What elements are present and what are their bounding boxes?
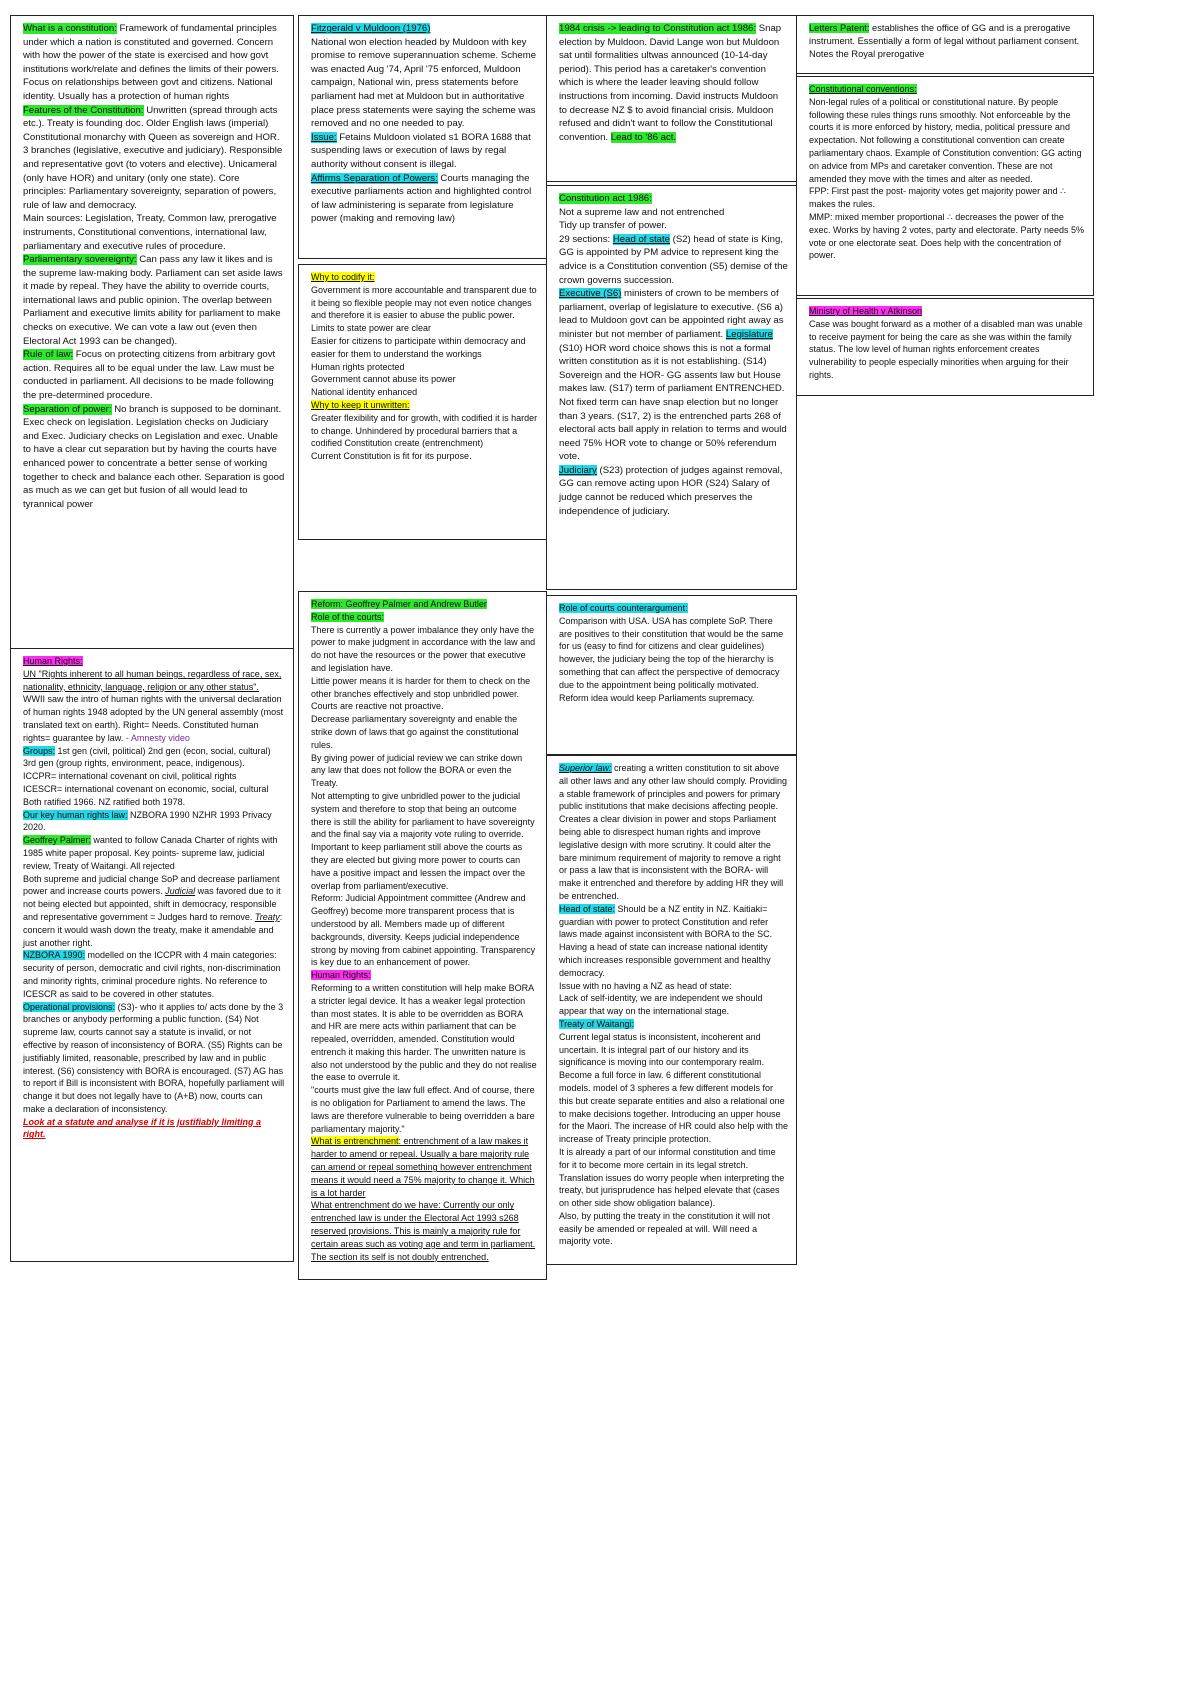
superior-body: creating a written constitution to sit above all other laws and any other law should comply. Providing a stable framework of principles and powers for primary public institutions that make decisions affecting people. Creates a clear division in power and stops Parliament being able to disrespect human rights and improve legislative design with more scrutiny. It could alter the bare minimum requirement of majority to remove a right or pass a law that is inconsistent with the BORA- will make it entrenched and therefore by adding HR they will be entrenched. — [559, 763, 787, 901]
courts-quote: "courts must give the law full effect. And of course, there is no obligation for Parliament to amend the laws. The laws are therefore vulnerable to being overridden a bare parliamentary majority." — [311, 1085, 535, 1134]
sovereignty-body: Can pass any law it likes and is the supreme law-making body. Parliament can set aside laws it made by repeal. They have the ability to override courts, international laws and public opinion. The overlap between Parliament and executive limits ability for parliament to make checks on executive. We can vote a law out (even then Electoral Act 1993 can be changed). — [23, 254, 283, 347]
letters-paragraph — [809, 22, 1085, 62]
affirms-body: Courts managing the executive parliaments action and highlighted control of law administering is separate from legislature power (making and removing law) — [311, 172, 532, 225]
courts-counter-heading-paragraph — [559, 602, 788, 615]
conventions-heading: Constitutional conventions: — [809, 84, 917, 94]
fitzgerald-box — [298, 15, 547, 259]
reform-box — [298, 591, 547, 1280]
constitution-heading: What is a constitution: — [23, 23, 117, 34]
separation-heading: Separation of power: — [23, 403, 112, 415]
little-power: Little power means it is harder for them to check on the other branches effectively and stop unbridled power. Courts are reactive not proactive. — [311, 675, 531, 712]
superior-paragraph — [559, 762, 788, 903]
act-heading: Constitution act 1986: — [559, 193, 652, 204]
reform-hr-body: Reforming to a written constitution will help make BORA a stricter legal device. It has a weaker legal protection than most states. It is able to be overridden as BORA and HR are mere acts within parliament that can be repealed, overridden, amended. Constitution would entrench it making this harder. The unwritten nature is also not understood by the public and they do not realise the ease to overrule it. — [311, 982, 537, 1083]
groups-paragraph — [23, 745, 285, 771]
affirms-heading: Affirms Separation of Powers: — [311, 172, 438, 184]
rule-of-law-body: Focus on protecting citizens from arbitrary govt action. Requires all to be equal under the law. Law must be conducted in parliament. All decisions to be made following the pre-determined procedure. — [23, 349, 276, 402]
entrenchment-body: : entrenchment of a law makes it harder to amend or repeal. Usually a bare majority rule can amend or repeal something however entrenchment means it would need a 75% majority to change it. Which is a lot harder — [311, 1136, 535, 1198]
keep-last: Current Constitution is fit for its purpose. — [311, 451, 472, 462]
palmer-heading: Geoffrey Palmer: — [23, 835, 91, 846]
amnesty-link[interactable]: - Amnesty video — [125, 732, 190, 743]
codify-line-4: Government cannot abuse its power — [311, 374, 456, 385]
codify-line-1: Limits to state power are clear — [311, 323, 432, 334]
affirms-paragraph — [311, 172, 538, 226]
letters-body: establishes the office of GG and is a prerogative instrument. Essentially a form of legal without parliament consent. Notes the Royal prerogative — [809, 23, 1080, 60]
codify-line-3: Human rights protected — [311, 361, 405, 372]
analyse-note: Look at a statute and analyse if it is justifiably limiting a right. — [23, 1116, 262, 1140]
crisis-lead: Lead to '86 act. — [610, 131, 677, 143]
features-heading: Features of the Constitution: — [23, 104, 144, 116]
treaty-heading-paragraph — [559, 1018, 788, 1031]
human-rights-heading: Human Rights: — [23, 656, 83, 666]
constitution-body: Framework of fundamental principles under which a nation is constituted and governed. Concern with how the power of the state is exercised and how govt institutions work/relate and defines the limits of their powers. Focus on relationships between govt and citizens. National identity. Usually has a protection of human rights — [23, 23, 279, 102]
decrease-sovereignty: Decrease parliamentary sovereignty and enable the strike down of laws that go against the constitutional rules. — [311, 714, 519, 750]
reform-heading: Reform: Geoffrey Palmer and Andrew Butler — [311, 599, 487, 609]
role-heading: Role of the courts: — [311, 611, 385, 622]
mmp-line: MMP: mixed member proportional ∴ decreases the power of the exec. Works by having 2 votes, party and electorate. Party needs 5% vote or one electorate seat. Does help with the concentration of power. — [809, 211, 1084, 261]
fitzgerald-body: National won election headed by Muldoon with key promise to remove superannuation scheme. Scheme was enacted Aug '74, April '75 enforced, Muldoon campaign, National win, press statements before parliament had met at Muldoon but in authoritative place press statements were saying the scheme was removed and no one needed to pay. — [311, 36, 537, 130]
nzbora-body: modelled on the ICCPR with 4 main categories: security of person, democratic and civil rights, non-discrimination and minority rights, criminal procedure rights. No reference to ICESCR as said to be covered in other statutes. — [23, 950, 281, 999]
ratified-line: Both ratified 1966. NZ ratified both 1978. — [23, 796, 186, 807]
role-body: There is currently a power imbalance they only have the power to make judgment in accordance with the law and do not have the resources or the power that executive and legislation have. — [311, 624, 536, 673]
separation-paragraph — [23, 403, 285, 512]
crisis-heading: 1984 crisis -> leading to Constitution act 1986: — [559, 23, 757, 34]
palmer-body-2: Both supreme and judicial change SoP and decrease parliament power and increase courts powers. — [23, 873, 280, 897]
head-of-state-paragraph — [559, 903, 788, 980]
wwii-paragraph — [23, 693, 285, 744]
groups-heading: Groups: — [23, 745, 56, 756]
conventions-heading-paragraph — [809, 83, 1085, 96]
courts-counter-body: Comparison with USA. USA has complete SoP. There are positives to their constitution that would be the same for us (easy to find for citizens and clear guidelines) however, the judiciary being the top of the hierarchy is something that can affect the perspective of democracy due to the appointment being politically motivated. Reform idea would keep Parliaments supremacy. — [559, 615, 784, 703]
features-body: Unwritten (spread through acts etc.). Treaty is founding doc. Older English laws (imperial) Constitutional monarchy with Queen as sovereign and HOR. 3 branches (legislative, executive and judiciary). Responsible and representative govt (to voters and elective). Unicameral (only have HOR) and unitary (only one state). Core principles: Parliamentary sovereignty, separation of powers, rule of law and democracy. — [23, 104, 283, 211]
iccpr-line: ICCPR= international covenant on civil, political rights — [23, 771, 237, 782]
treaty-term: Treaty — [254, 911, 280, 922]
fitzgerald-heading-paragraph — [311, 22, 538, 36]
issue-body: Fetains Muldoon violated s1 BORA 1688 that suspending laws or execution of laws by regal authority without consent is illegal. — [311, 131, 531, 170]
treaty-part: It is already a part of our informal constitution and time for it to become more certain in its legal stretch. Translation issues do worry people when interpreting the treaty, but jurisprudence has helped elevate that (cases on other side show obligation balance). — [559, 1146, 785, 1209]
head-of-state-text: Should be a NZ entity in NZ. Kaitiaki= guardian with power to protect Constitution and refer laws made against inconsistent with BORA to the SC. Having a head of state can increase national identity which increases responsible government and healthy democracy. — [559, 903, 773, 978]
codify-body: Government is more accountable and transparent due to it being so flexible people may not even notice changes and therefore it is easier to abuse the public power. — [311, 284, 537, 321]
executive-body: ministers of crown to be members of parliament, overlap of legislature to executive. (S6 a) lead to Muldoon govt can be appointed right away as minister but not member of parliament. — [559, 288, 784, 340]
entrenchment-have: What entrenchment do we have: Currently our only entrenched law is under the Electoral Act 1993 s268 reserved provisions. This is mainly a majority rule for certain areas such as voting age and term in parliament. The section its self is not doubly entrenched. — [311, 1200, 536, 1262]
atkinson-box — [796, 298, 1094, 396]
operational-paragraph — [23, 1001, 285, 1116]
rule-of-law-paragraph — [23, 348, 285, 402]
judicial-term: Judicial — [165, 886, 196, 897]
superior-heading: Superior law: — [559, 763, 612, 773]
wwii-text: WWII saw the intro of human rights with the universal declaration of human rights 1948 adopted by the UN general assembly (most translated text on earth). Right= Needs. Constituted human rights= guarantee by law. — [23, 694, 284, 743]
codify-line-5: National identity enhanced — [311, 387, 418, 398]
operational-body: (S3)- who it applies to/ acts done by the 3 branches or anybody performing a public function. (S4) Not supreme law, courts cannot say a statute is invalid, or not effective by reason of inconsistency of BORA. (S5) Rights can be justifiably limited, reasonable, prescribed by law and in public interest. (S6) consistency with BORA is encouraged. (S7) AG has to report if Bill is inconsistent with BORA, hopefully parliament will change it but does not legally have to (A+B) now, courts can make a declaration of inconsistency. — [23, 1001, 285, 1114]
hos-lack: Lack of self-identity, we are independent we should appear that way on the international stage. — [559, 993, 763, 1017]
keep-heading: Why to keep it unwritten: — [311, 399, 410, 410]
groups-body: 1st gen (civil, political) 2nd gen (econ, social, cultural) 3rd gen (group rights, environment, peace, indigenous). — [23, 745, 271, 769]
palmer-body-4: : concern it would wash down the treaty, make it amendable and just another right. — [23, 911, 283, 948]
nzbora-heading: NZBORA 1990: — [23, 950, 86, 961]
human-rights-box — [10, 648, 294, 1262]
appointment-committee: Reform: Judicial Appointment committee (Andrew and Geoffrey) become more transparent process that is understood by all. Members made up of different backgrounds, diversity. Keeps judicial independence strong by moving from cabinet appointing. Transparency is key due to an enhancement of power. — [311, 893, 536, 968]
issue-paragraph — [311, 131, 538, 172]
constitution-act-box — [546, 185, 797, 590]
sources-paragraph: Main sources: Legislation, Treaty, Common law, prerogative instruments, Constitutional conventions, international law, parliamentary and executive rules of procedure. — [23, 213, 277, 252]
letters-patent-box — [796, 15, 1094, 74]
features-paragraph — [23, 104, 285, 213]
human-rights-heading-paragraph — [23, 655, 285, 668]
legislature-term: Legislature — [725, 328, 773, 340]
act-heading-paragraph — [559, 192, 788, 206]
act-sections: 29 sections: — [559, 233, 613, 245]
superior-law-box — [546, 755, 797, 1265]
sovereignty-paragraph — [23, 253, 285, 348]
judiciary-paragraph — [559, 464, 788, 518]
conventions-body: Non-legal rules of a political or constitutional nature. By people following these rules things runs smoothly. Not enforceable by the courts it is more enforced by history, media, political pressure and expectation. Not following a constitutional convention can create parliamentary chaos. Example of Constitution convention: GG acting on advice from MPs and caretaker convention. These are not amended they move with the times and alter as needed. — [809, 96, 1082, 184]
crisis-paragraph — [559, 22, 788, 144]
treaty-body: Current legal status is inconsistent, incoherent and uncertain. It is integral part of our history and its significance is moving into our contemporary realm. Become a full force in law. 6 different constitutional models. model of 3 spheres a few different models for this but create separate entities and also a relational one to make decisions together. Introducing an upper house for the Maori. The increase of HR could also help with the increase of Treaty principle protection. — [559, 1031, 788, 1145]
sovereignty-heading: Parliamentary sovereignty: — [23, 254, 137, 266]
atkinson-heading-paragraph — [809, 305, 1085, 318]
executive-paragraph — [559, 287, 788, 464]
key-law-body: NZBORA 1990 NZHR 1993 Privacy 2020. — [23, 809, 272, 833]
fpp-line: FPP: First past the post- majority votes get majority power and ∴ makes the rules. — [809, 186, 1066, 210]
rule-of-law-heading: Rule of law: — [23, 349, 74, 361]
operational-heading: Operational provisions: — [23, 1001, 116, 1012]
treaty-also: Also, by putting the treaty in the constitution it will not easily be amended or repealed at will. Will need a majority vote. — [559, 1210, 771, 1247]
key-law-heading: Our key human rights law: — [23, 809, 128, 820]
legislature-body: (S10) HOR word choice shows this is not a formal written constitution as it is not establishing. (S14) Sovereign and the HOR- GG assents law but House makes law. (S17) term of parliament ENTRENCHED. Not fixed term can have snap election but no longer than 3 years. (S17, 2) is the entrenched parts 268 of electoral acts ball apply in relation to terms and would need 75% HOR vote to change or 50% referendum vote. — [559, 342, 787, 463]
codify-heading-paragraph — [311, 271, 538, 284]
codify-line-2: Easier for citizens to participate within democracy and easier for them to understand the workings — [311, 335, 526, 359]
constitution-paragraph — [23, 22, 285, 104]
crisis-body: Snap election by Muldoon. David Lange won but Muldoon sat until formalities ultwas announced (10-14-day period). This period has a caretaker's convention which is where the leader leaving should follow instructions from incoming. David instructs Muldoon to decrease NZ $ to avoid financial crisis. Muldoon refused and didn't want to follow the Constitutional convention. — [559, 23, 782, 143]
entrenchment-heading: What is entrenchment — [311, 1136, 399, 1147]
judiciary-body: (S23) protection of judges against removal, GG can remove acting upon HOR (S24) Salary of judge cannot be reduced which preserves the independence of judiciary. — [559, 464, 783, 517]
separation-body: No branch is supposed to be dominant. Exec check on legislation. Legislation checks on Judiciary and Exec. Judiciary checks on Legislation and exec. Unable to have a clear cut separation but by having the courts have enhanced power to concentrate a better sense of working together to check and balance each other. Separation is good as much as we can get but fusion of all would lead to tyrannical power — [23, 403, 285, 510]
act-tidy: Tidy up transfer of power. — [559, 220, 667, 232]
head-of-state-heading: Head of state: — [559, 903, 616, 914]
hos-issue: Issue with no having a NZ as head of state: — [559, 980, 732, 991]
head-of-state-body: (S2) head of state is King, GG is appointed by PM advice to represent king the advice is a Constitution convention (S5) demise of the crown governs succession. — [559, 233, 788, 286]
palmer-paragraph-2 — [23, 873, 285, 950]
courts-counter-box — [546, 595, 797, 755]
un-definition: UN "Rights inherent to all human beings, regardless of race, sex, nationality, ethnicity, language, religion or any other status". — [23, 668, 282, 692]
reform-hr-heading: Human Rights: — [311, 970, 371, 981]
reform-heading-paragraph — [311, 598, 538, 611]
constitution-box — [10, 15, 294, 649]
letters-heading: Letters Patent: — [809, 23, 870, 33]
palmer-body-3: was favored due to it not being elected but appointed, shift in democracy, responsible and representative government = Judges hard to remove. — [23, 886, 281, 922]
atkinson-heading: Ministry of Health v Atkinson — [809, 306, 923, 316]
treaty-heading: Treaty of Waitangi: — [559, 1018, 634, 1029]
act-sections-paragraph — [559, 233, 788, 287]
keep-body: Greater flexibility and for growth, with codified it is harder to change. Unhindered by procedural barriers that a codified Constitution create (entrenchment) — [311, 412, 538, 449]
judicial-review: By giving power of judicial review we can strike down any law that does not follow the BORA or even the Treaty. — [311, 752, 523, 789]
not-attempting: Not attempting to give unbridled power to the judicial system and therefore to stop that being an outcome there is still the ability for parliament to have sovereignty and the final say via a majority vote ruling to override. Important to keep parliament still above the courts as they are elected but giving more power to courts can have a positive impact and lessen the impact over the overlap from parliament/executive. — [311, 790, 535, 891]
crisis-box — [546, 15, 797, 182]
codify-box — [298, 264, 547, 540]
palmer-paragraph — [23, 834, 285, 872]
codify-heading: Why to codify it: — [311, 272, 375, 282]
keep-heading-paragraph — [311, 399, 538, 412]
role-heading-paragraph — [311, 611, 538, 624]
conventions-box — [796, 76, 1094, 296]
issue-heading: Issue: — [311, 131, 337, 143]
courts-counter-heading: Role of courts counterargument: — [559, 603, 688, 613]
key-law-paragraph — [23, 809, 285, 835]
palmer-body: wanted to follow Canada Charter of rights with 1985 white paper proposal. Key points- supreme law, judicial review, Treaty of Waitangi. All rejected — [23, 835, 278, 871]
icescr-line: ICESCR= international covenant on economic, social, cultural — [23, 783, 269, 794]
head-of-state-term: Head of state — [612, 233, 670, 245]
executive-term: Executive (S6) — [559, 288, 622, 300]
atkinson-body: Case was bought forward as a mother of a disabled man was unable to receive payment for being the care as she was within the family status. The low level of human rights enforcement creates vulnerability to people especially minorities when arguing for their rights. — [809, 318, 1083, 380]
entrenchment-paragraph — [311, 1135, 538, 1199]
nzbora-paragraph — [23, 949, 285, 1000]
judiciary-term: Judiciary — [559, 464, 597, 476]
act-intro: Not a supreme law and not entrenched — [559, 206, 725, 218]
fitzgerald-heading: Fitzgerald v Muldoon (1976) — [311, 23, 431, 34]
reform-hr-heading-paragraph — [311, 969, 538, 982]
